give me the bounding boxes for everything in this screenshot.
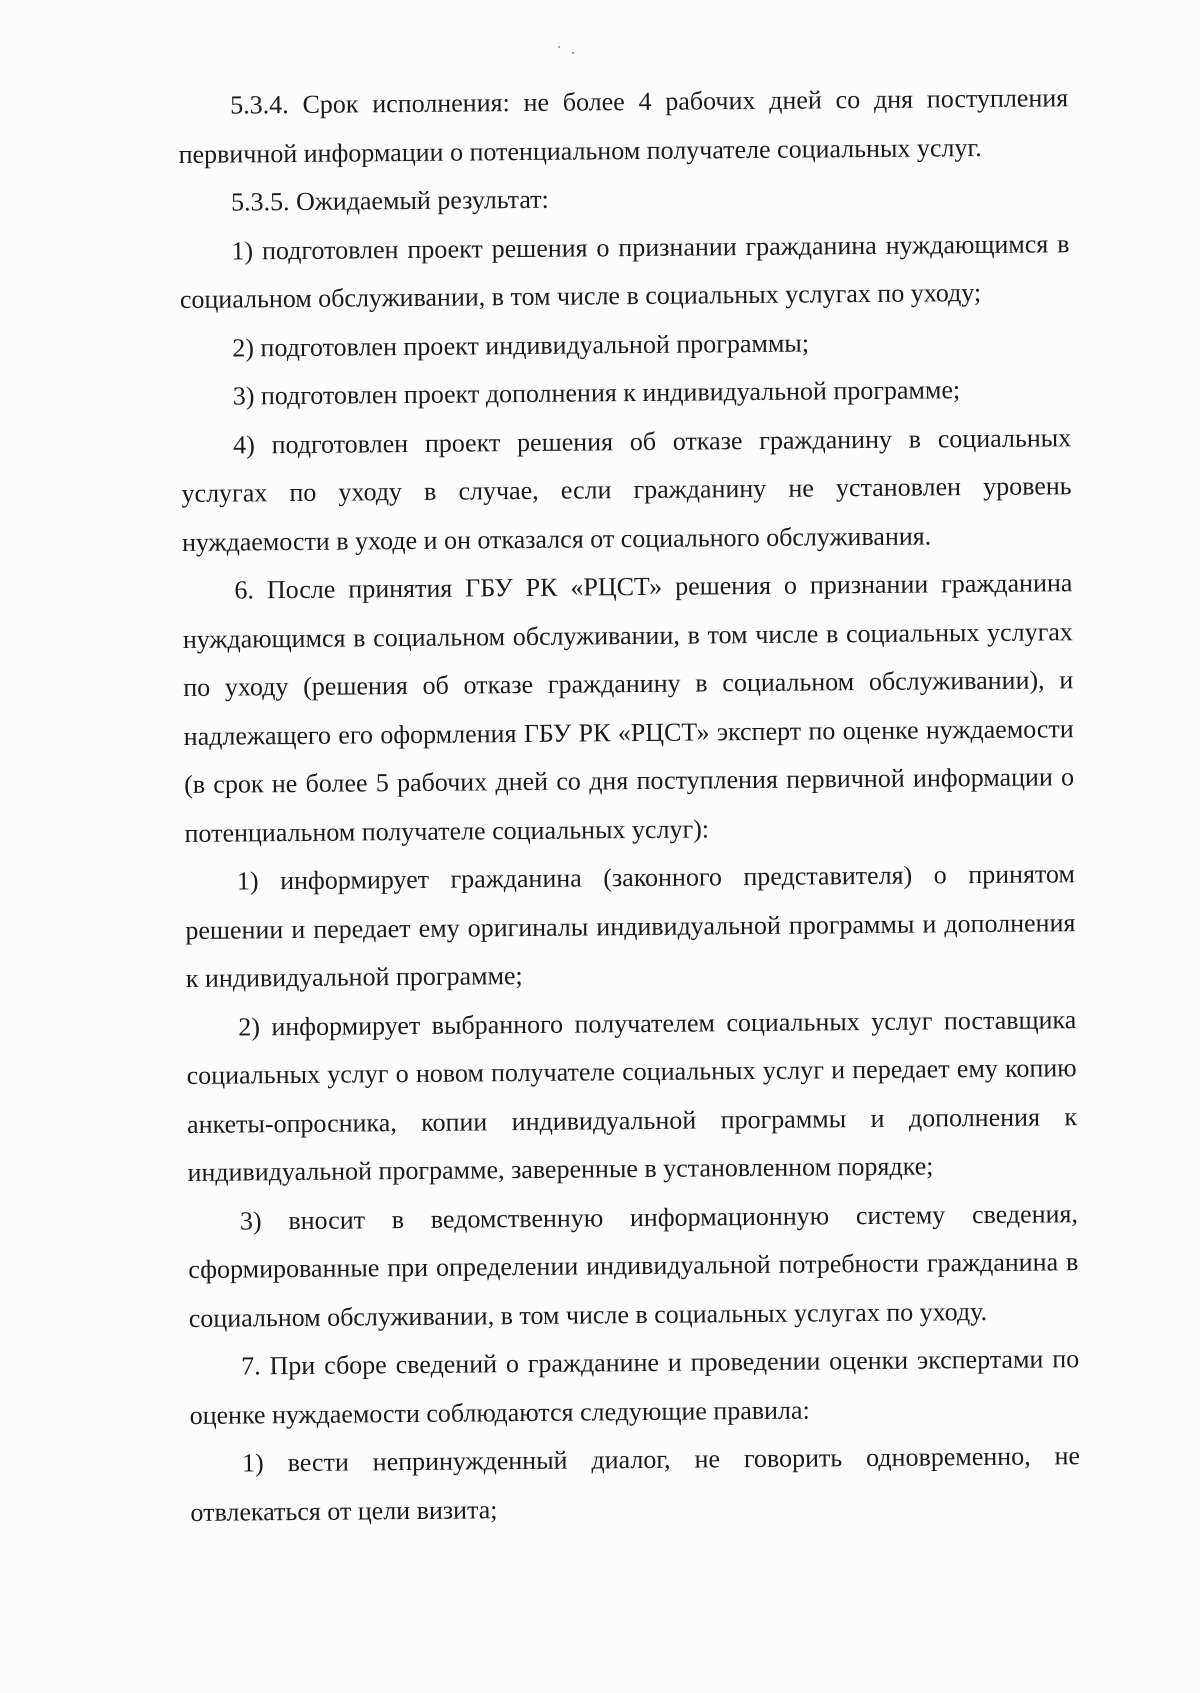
paragraph-7: 7. При сборе сведений о гражданине и проведении оценки экспертами по оценке нуждаемости соблюдаются следующие правила: (189, 1344, 1080, 1430)
step-6-item-1: 1) информирует гражданина (законного представителя) о принятом решении и передает ему оригиналы индивидуальной программы и дополнения к индивидуальной программе; (185, 859, 1076, 993)
paragraph-6: 6. После принятия ГБУ РК «РЦСТ» решения о признании гражданина нуждающимся в социальном обслуживании, в том числе в социальных услугах по уходу (решения об отказе гражданину в социальном обслуживании), и надлежащего его оформления ГБУ РК «РЦСТ» эксперт по оценке нуждаемости (в срок не более 5 рабочих дней со дня поступления первичной информации о потенциальном получателе социальных услуг): (182, 568, 1075, 848)
document-body (178, 74, 1081, 1537)
paragraph-5-3-5: 5.3.5. Ожидаемый результат: (230, 184, 549, 217)
result-item-3: 3) подготовлен проект дополнения к индивидуальной программе; (232, 375, 961, 411)
scan-speck (572, 52, 574, 54)
rule-item-1: 1) вести непринужденный диалог, не говорить одновременно, не отвлекаться от цели визита; (190, 1441, 1081, 1527)
step-6-item-2: 2) информирует выбранного получателем социальных услуг поставщика социальных услуг о новом получателе социальных услуг и передает ему копию анкеты-опросника, копии индивидуальной программы и дополнения к индивидуальной программе, заверенные в установленном порядке; (186, 1004, 1078, 1187)
paragraph-5-3-4: 5.3.4. Срок исполнения: не более 4 рабочих дней со дня поступления первичной информации о потенциальном получателе социальных услуг. (178, 83, 1069, 169)
result-item-4: 4) подготовлен проект решения об отказе гражданину в социальных услугах по уходу в случае, если гражданину не установлен уровень нуждаемости в уходе и он отказался от социального обслуживания. (181, 422, 1072, 557)
step-6-item-3: 3) вносит в ведомственную информационную систему сведения, сформированные при определении индивидуальной потребности гражданина в социальном обслуживании, в том числе в социальных услугах по уходу. (188, 1198, 1079, 1333)
result-item-2: 2) подготовлен проект индивидуальной программы; (232, 328, 810, 363)
scan-speck (558, 46, 560, 48)
result-item-1: 1) подготовлен проект решения о признании гражданина нуждающимся в социальном обслуживании, в том числе в социальных услугах по уходу; (179, 228, 1070, 314)
